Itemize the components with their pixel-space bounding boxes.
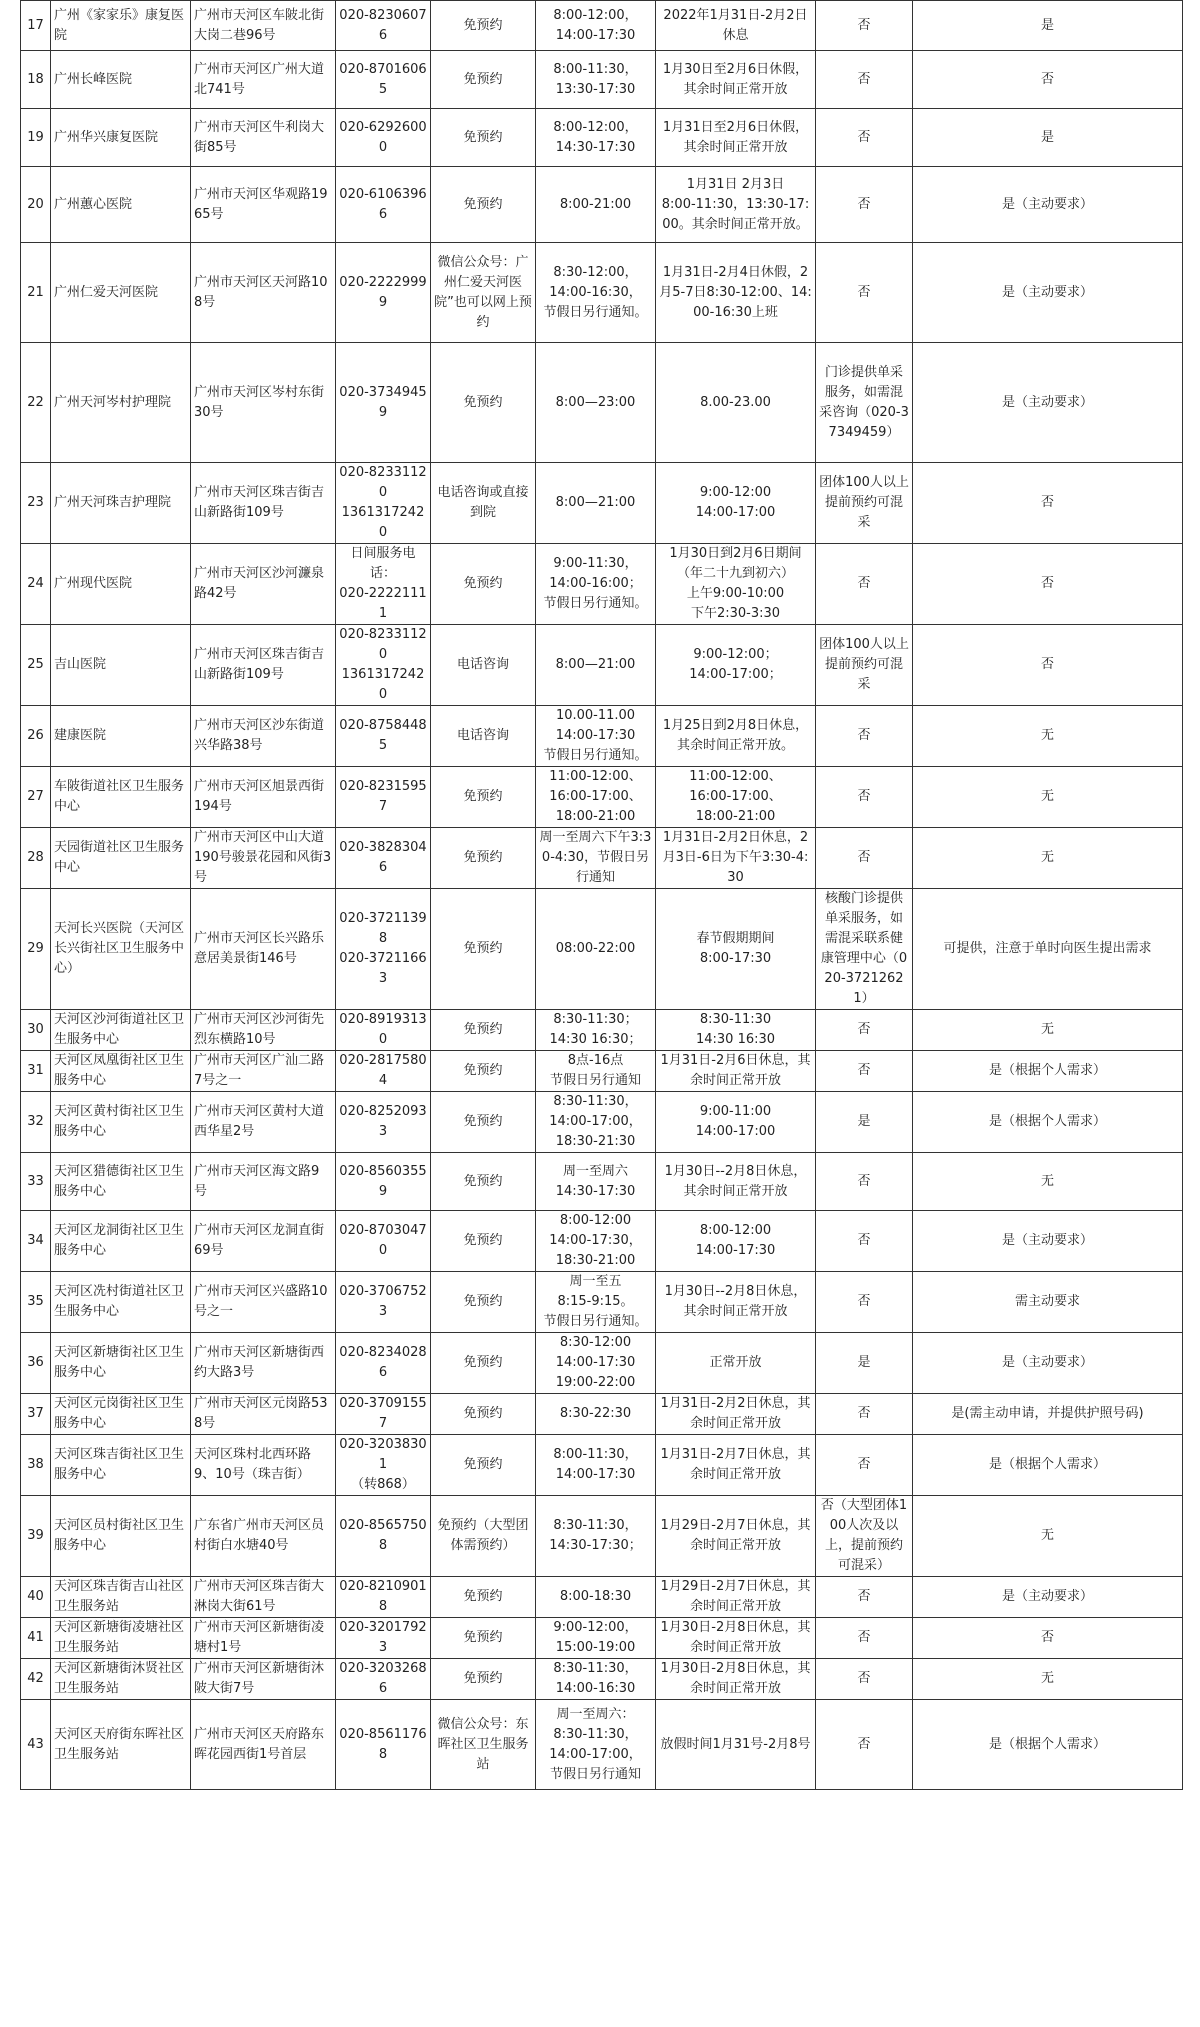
holiday-arrangement: 1月25日到2月8日休息，其余时间正常开放。 [656,706,816,767]
table-row [21,1659,1183,1700]
booking-method: 免预约 [431,1211,536,1272]
hospital-phone: 020-82340286 [336,1333,431,1394]
single-sample-service: 团体100人以上提前预约可混采 [816,625,913,706]
hospital-phone: 020-37067523 [336,1272,431,1333]
hospital-name: 天河区员村街社区卫生服务中心 [51,1496,191,1577]
row-number: 42 [21,1659,51,1700]
pooled-sample-service: 是（根据个人需求） [913,1700,1183,1790]
row-number: 30 [21,1010,51,1051]
table-row [21,767,1183,828]
single-sample-service: 否 [816,1618,913,1659]
pooled-sample-service: 无 [913,1496,1183,1577]
hospital-phone: 020-61063966 [336,167,431,243]
holiday-arrangement: 春节假期期间 8:00-17:30 [656,889,816,1010]
hospital-phone: 020-32038301 （转868） [336,1435,431,1496]
hospital-address: 广州市天河区广州大道北741号 [191,51,336,109]
table-row [21,1435,1183,1496]
pooled-sample-service: 是（根据个人需求） [913,1051,1183,1092]
holiday-arrangement: 1月30日--2月8日休息，其余时间正常开放 [656,1272,816,1333]
row-number: 39 [21,1496,51,1577]
pooled-sample-service: 是(需主动申请，并提供护照号码) [913,1394,1183,1435]
hospital-name: 天河区沙河街道社区卫生服务中心 [51,1010,191,1051]
single-sample-service: 否 [816,706,913,767]
hospital-name: 天河长兴医院（天河区长兴街社区卫生服务中心） [51,889,191,1010]
single-sample-service: 否 [816,1435,913,1496]
booking-method: 电话咨询或直接到院 [431,463,536,544]
holiday-arrangement: 1月30日到2月6日期间（年二十九到初六） 上午9:00-10:00 下午2:30-3:30 [656,544,816,625]
holiday-arrangement: 1月30日-2月8日休息，其余时间正常开放 [656,1659,816,1700]
hospital-address: 广州市天河区天府路东晖花园西街1号首层 [191,1700,336,1790]
table-row [21,1092,1183,1153]
row-number: 31 [21,1051,51,1092]
hospital-name: 天河区元岗街社区卫生服务中心 [51,1394,191,1435]
hospital-name: 天河区凤凰街社区卫生服务中心 [51,1051,191,1092]
table-row [21,1051,1183,1092]
booking-method: 免预约 [431,828,536,889]
holiday-arrangement: 9:00-12:00； 14:00-17:00； [656,625,816,706]
pooled-sample-service: 是（主动要求） [913,243,1183,343]
hospital-address: 广州市天河区元岗路538号 [191,1394,336,1435]
row-number: 18 [21,51,51,109]
single-sample-service: 否 [816,1211,913,1272]
hospital-address: 广州市天河区海文路9号 [191,1153,336,1211]
service-hours: 9:00-11:30， 14:00-16:00； 节假日另行通知。 [536,544,656,625]
single-sample-service: 否 [816,51,913,109]
service-hours: 8:30-11:30， 14:00-16:30 [536,1659,656,1700]
hospital-phone: 020-37091557 [336,1394,431,1435]
single-sample-service: 否 [816,1,913,51]
holiday-arrangement: 2022年1月31日-2月2日休息 [656,1,816,51]
table-row [21,544,1183,625]
single-sample-service: 否 [816,767,913,828]
row-number: 43 [21,1700,51,1790]
hospital-phone: 020-32032686 [336,1659,431,1700]
hospital-phone: 020-32017923 [336,1618,431,1659]
service-hours: 8:00-11:30， 13:30-17:30 [536,51,656,109]
row-number: 17 [21,1,51,51]
row-number: 25 [21,625,51,706]
row-number: 40 [21,1577,51,1618]
hospital-address: 广州市天河区龙洞直街69号 [191,1211,336,1272]
booking-method: 电话咨询 [431,625,536,706]
row-number: 22 [21,343,51,463]
service-hours: 8点-16点 节假日另行通知 [536,1051,656,1092]
single-sample-service: 核酸门诊提供单采服务，如需混采联系健康管理中心（020-37212621） [816,889,913,1010]
row-number: 26 [21,706,51,767]
service-hours: 11:00-12:00、 16:00-17:00、 18:00-21:00 [536,767,656,828]
holiday-arrangement: 8:30-11:30 14:30 16:30 [656,1010,816,1051]
single-sample-service: 否 [816,544,913,625]
service-hours: 8:30-12:00 14:00-17:30 19:00-22:00 [536,1333,656,1394]
table-row [21,625,1183,706]
hospital-name: 广州仁爱天河医院 [51,243,191,343]
booking-method: 免预约 [431,109,536,167]
hospital-phone: 020-82331120 13613172420 [336,625,431,706]
hospital-address: 广州市天河区牛利岗大街85号 [191,109,336,167]
row-number: 28 [21,828,51,889]
hospital-phone: 020-82331120 13613172420 [336,463,431,544]
booking-method: 免预约 [431,343,536,463]
holiday-arrangement: 1月29日-2月7日休息，其余时间正常开放 [656,1577,816,1618]
booking-method: 免预约 [431,167,536,243]
table-row [21,1272,1183,1333]
booking-method: 免预约 [431,1153,536,1211]
service-hours: 周一至五 8:15-9:15。 节假日另行通知。 [536,1272,656,1333]
pooled-sample-service: 是（根据个人需求） [913,1435,1183,1496]
hospital-name: 广州华兴康复医院 [51,109,191,167]
row-number: 32 [21,1092,51,1153]
table-row [21,1211,1183,1272]
pooled-sample-service: 可提供，注意于单时向医生提出需求 [913,889,1183,1010]
table-row [21,1333,1183,1394]
holiday-arrangement: 9:00-12:00 14:00-17:00 [656,463,816,544]
hospital-phone: 020-87016065 [336,51,431,109]
hospital-phone: 020-85603559 [336,1153,431,1211]
hospital-address: 广州市天河区珠吉街吉山新路街109号 [191,463,336,544]
hospital-phone: 日间服务电话： 020-22221111 [336,544,431,625]
pooled-sample-service: 需主动要求 [913,1272,1183,1333]
table-row [21,1577,1183,1618]
hospital-name: 天河区新塘街沐贤社区卫生服务站 [51,1659,191,1700]
booking-method: 免预约 [431,1394,536,1435]
pooled-sample-service: 否 [913,625,1183,706]
service-hours: 9:00-12:00， 15:00-19:00 [536,1618,656,1659]
hospital-phone: 020-87030470 [336,1211,431,1272]
service-hours: 8:00—21:00 [536,463,656,544]
hospital-phone: 020-62926000 [336,109,431,167]
hospital-phone: 020-22229999 [336,243,431,343]
hospital-address: 广州市天河区旭景西街194号 [191,767,336,828]
pooled-sample-service: 是（主动要求） [913,1577,1183,1618]
booking-method: 免预约 [431,1272,536,1333]
pooled-sample-service: 是（主动要求） [913,343,1183,463]
hospital-name: 广州天河岑村护理院 [51,343,191,463]
hospital-address: 广州市天河区兴盛路10号之一 [191,1272,336,1333]
hospital-name: 天河区新塘街凌塘社区卫生服务站 [51,1618,191,1659]
single-sample-service: 否 [816,1659,913,1700]
hospital-name: 天河区冼村街道社区卫生服务中心 [51,1272,191,1333]
service-hours: 8:30-22:30 [536,1394,656,1435]
hospital-phone: 020-87584485 [336,706,431,767]
hospital-phone: 020-82315957 [336,767,431,828]
single-sample-service: 是 [816,1092,913,1153]
holiday-arrangement: 1月29日-2月7日休息，其余时间正常开放 [656,1496,816,1577]
booking-method: 免预约 [431,1051,536,1092]
hospital-name: 天河区猎德街社区卫生服务中心 [51,1153,191,1211]
service-hours: 8:30-11:30， 14:00-17:00， 18:30-21:30 [536,1092,656,1153]
service-hours: 8:30-11:30， 14:30-17:30； [536,1496,656,1577]
hospital-name: 广州现代医院 [51,544,191,625]
pooled-sample-service: 是 [913,1,1183,51]
row-number: 36 [21,1333,51,1394]
holiday-arrangement: 9:00-11:00 14:00-17:00 [656,1092,816,1153]
pooled-sample-service: 无 [913,828,1183,889]
hospital-phone: 020-82109018 [336,1577,431,1618]
service-hours: 8:00-12:00， 14:00-17:30 [536,1,656,51]
holiday-arrangement: 1月31日-2月6日休息，其余时间正常开放 [656,1051,816,1092]
hospital-address: 广州市天河区沙河街先烈东横路10号 [191,1010,336,1051]
table-row [21,706,1183,767]
single-sample-service: 否 [816,1577,913,1618]
hospital-name: 建康医院 [51,706,191,767]
pooled-sample-service: 无 [913,706,1183,767]
row-number: 33 [21,1153,51,1211]
hospital-name: 吉山医院 [51,625,191,706]
holiday-arrangement: 1月31日至2月6日休假，其余时间正常开放 [656,109,816,167]
holiday-arrangement: 1月30日--2月8日休息，其余时间正常开放 [656,1153,816,1211]
pooled-sample-service: 是（主动要求） [913,1333,1183,1394]
hospital-name: 天河区珠吉街社区卫生服务中心 [51,1435,191,1496]
pooled-sample-service: 否 [913,544,1183,625]
holiday-arrangement: 11:00-12:00、 16:00-17:00、 18:00-21:00 [656,767,816,828]
booking-method: 免预约 [431,51,536,109]
table-row [21,51,1183,109]
hospital-address: 广州市天河区新塘街西约大路3号 [191,1333,336,1394]
booking-method: 免预约 [431,1577,536,1618]
hospital-phone: 020-82520933 [336,1092,431,1153]
service-hours: 8:30-11:30； 14:30 16:30； [536,1010,656,1051]
hospital-name: 天河区龙洞街社区卫生服务中心 [51,1211,191,1272]
single-sample-service: 否 [816,109,913,167]
hospital-name: 天河区新塘街社区卫生服务中心 [51,1333,191,1394]
row-number: 19 [21,109,51,167]
hospital-address: 广州市天河区沙东街道兴华路38号 [191,706,336,767]
table-row [21,343,1183,463]
holiday-arrangement: 8:00-12:00 14:00-17:30 [656,1211,816,1272]
single-sample-service: 否 [816,1394,913,1435]
table-row [21,828,1183,889]
booking-method: 免预约 [431,889,536,1010]
row-number: 41 [21,1618,51,1659]
hospital-phone: 020-38283046 [336,828,431,889]
hospital-phone: 020-85611768 [336,1700,431,1790]
hospital-name: 广州蕙心医院 [51,167,191,243]
single-sample-service: 否 [816,1051,913,1092]
service-hours: 08:00-22:00 [536,889,656,1010]
hospital-address: 广东省广州市天河区员村街白水塘40号 [191,1496,336,1577]
holiday-arrangement: 8.00-23.00 [656,343,816,463]
hospital-address: 广州市天河区广汕二路7号之一 [191,1051,336,1092]
hospital-name: 天河区黄村街社区卫生服务中心 [51,1092,191,1153]
table-row [21,1700,1183,1790]
booking-method: 免预约（大型团体需预约） [431,1496,536,1577]
hospital-address: 广州市天河区天河路108号 [191,243,336,343]
hospital-phone: 020-82306076 [336,1,431,51]
hospital-phone: 020-37349459 [336,343,431,463]
hospital-address: 广州市天河区珠吉街吉山新路街109号 [191,625,336,706]
hospital-phone: 020-85657508 [336,1496,431,1577]
single-sample-service: 否（大型团体100人次及以上，提前预约可混采） [816,1496,913,1577]
service-hours: 8:30-12:00， 14:00-16:30， 节假日另行通知。 [536,243,656,343]
table-row [21,463,1183,544]
holiday-arrangement: 1月30日至2月6日休假，其余时间正常开放 [656,51,816,109]
table-body [21,1,1183,1790]
service-hours: 周一至周六 14:30-17:30 [536,1153,656,1211]
single-sample-service: 否 [816,828,913,889]
pooled-sample-service: 无 [913,1010,1183,1051]
holiday-arrangement: 正常开放 [656,1333,816,1394]
holiday-arrangement: 1月31日-2月7日休息，其余时间正常开放 [656,1435,816,1496]
table-row [21,1153,1183,1211]
hospital-name: 天河区天府街东晖社区卫生服务站 [51,1700,191,1790]
pooled-sample-service: 无 [913,1659,1183,1700]
hospital-address: 广州市天河区新塘街沐陂大街7号 [191,1659,336,1700]
table-row [21,1,1183,51]
hospital-name: 天园街道社区卫生服务中心 [51,828,191,889]
single-sample-service: 否 [816,243,913,343]
booking-method: 免预约 [431,1,536,51]
service-hours: 8:00-12:00， 14:30-17:30 [536,109,656,167]
hospital-table-sheet [20,0,1182,1790]
hospital-phone: 020-89193130 [336,1010,431,1051]
single-sample-service: 否 [816,1272,913,1333]
holiday-arrangement: 1月30日-2月8日休息，其余时间正常开放 [656,1618,816,1659]
pooled-sample-service: 无 [913,1153,1183,1211]
service-hours: 周一至周六下午3:30-4:30，节假日另行通知 [536,828,656,889]
table-row [21,109,1183,167]
pooled-sample-service: 无 [913,767,1183,828]
table-row [21,167,1183,243]
hospital-address: 广州市天河区华观路1965号 [191,167,336,243]
service-hours: 8:00-12:00 14:00-17:30， 18:30-21:00 [536,1211,656,1272]
row-number: 20 [21,167,51,243]
single-sample-service: 否 [816,167,913,243]
hospital-name: 广州《家家乐》康复医院 [51,1,191,51]
single-sample-service: 否 [816,1010,913,1051]
pooled-sample-service: 是（主动要求） [913,167,1183,243]
hospital-address: 广州市天河区黄村大道西华星2号 [191,1092,336,1153]
pooled-sample-service: 否 [913,51,1183,109]
service-hours: 8:00—23:00 [536,343,656,463]
single-sample-service: 否 [816,1700,913,1790]
pooled-sample-service: 是 [913,109,1183,167]
table-row [21,889,1183,1010]
nucleic-acid-test-sites-table [20,0,1183,1790]
hospital-name: 广州天河珠吉护理院 [51,463,191,544]
hospital-address: 天河区珠村北西环路9、10号（珠吉街） [191,1435,336,1496]
booking-method: 电话咨询 [431,706,536,767]
service-hours: 8:00-21:00 [536,167,656,243]
booking-method: 免预约 [431,767,536,828]
booking-method: 免预约 [431,1092,536,1153]
service-hours: 10.00-11.00 14:00-17:30 节假日另行通知。 [536,706,656,767]
pooled-sample-service: 否 [913,1618,1183,1659]
table-row [21,243,1183,343]
booking-method: 微信公众号：东晖社区卫生服务站 [431,1700,536,1790]
hospital-address: 广州市天河区长兴路乐意居美景街146号 [191,889,336,1010]
service-hours: 8:00-11:30， 14:00-17:30 [536,1435,656,1496]
booking-method: 免预约 [431,1618,536,1659]
table-row [21,1010,1183,1051]
pooled-sample-service: 是（主动要求） [913,1211,1183,1272]
booking-method: 免预约 [431,544,536,625]
row-number: 21 [21,243,51,343]
holiday-arrangement: 1月31日-2月2日休息，其余时间正常开放 [656,1394,816,1435]
hospital-name: 车陂街道社区卫生服务中心 [51,767,191,828]
single-sample-service: 否 [816,1153,913,1211]
hospital-name: 天河区珠吉街吉山社区卫生服务站 [51,1577,191,1618]
service-hours: 8:00—21:00 [536,625,656,706]
row-number: 37 [21,1394,51,1435]
row-number: 27 [21,767,51,828]
pooled-sample-service: 否 [913,463,1183,544]
holiday-arrangement: 1月31日-2月4日休假，2月5-7日8:30-12:00、14:00-16:30上班 [656,243,816,343]
pooled-sample-service: 是（根据个人需求） [913,1092,1183,1153]
table-row [21,1496,1183,1577]
hospital-phone: 020-28175804 [336,1051,431,1092]
hospital-address: 广州市天河区中山大道190号骏景花园和风街3号 [191,828,336,889]
table-row [21,1394,1183,1435]
row-number: 35 [21,1272,51,1333]
service-hours: 周一至周六： 8:30-11:30， 14:00-17:00， 节假日另行通知 [536,1700,656,1790]
hospital-name: 广州长峰医院 [51,51,191,109]
hospital-address: 广州市天河区车陂北街大岗二巷96号 [191,1,336,51]
row-number: 38 [21,1435,51,1496]
row-number: 24 [21,544,51,625]
booking-method: 免预约 [431,1010,536,1051]
single-sample-service: 是 [816,1333,913,1394]
single-sample-service: 门诊提供单采服务，如需混采咨询（020-37349459） [816,343,913,463]
row-number: 34 [21,1211,51,1272]
hospital-address: 广州市天河区珠吉街大淋岗大街61号 [191,1577,336,1618]
holiday-arrangement: 1月31日 2月3日 8:00-11:30，13:30-17:00。其余时间正常开放。 [656,167,816,243]
row-number: 23 [21,463,51,544]
hospital-address: 广州市天河区新塘街凌塘村1号 [191,1618,336,1659]
booking-method: 免预约 [431,1435,536,1496]
table-row [21,1618,1183,1659]
hospital-address: 广州市天河区沙河濂泉路42号 [191,544,336,625]
single-sample-service: 团体100人以上提前预约可混采 [816,463,913,544]
row-number: 29 [21,889,51,1010]
booking-method: 免预约 [431,1659,536,1700]
service-hours: 8:00-18:30 [536,1577,656,1618]
holiday-arrangement: 1月31日-2月2日休息，2月3日-6日为下午3:30-4:30 [656,828,816,889]
booking-method: 免预约 [431,1333,536,1394]
booking-method: 微信公众号：广州仁爱天河医院”也可以网上预约 [431,243,536,343]
hospital-phone: 020-37211398 020-37211663 [336,889,431,1010]
holiday-arrangement: 放假时间1月31号-2月8号 [656,1700,816,1790]
hospital-address: 广州市天河区岑村东街30号 [191,343,336,463]
